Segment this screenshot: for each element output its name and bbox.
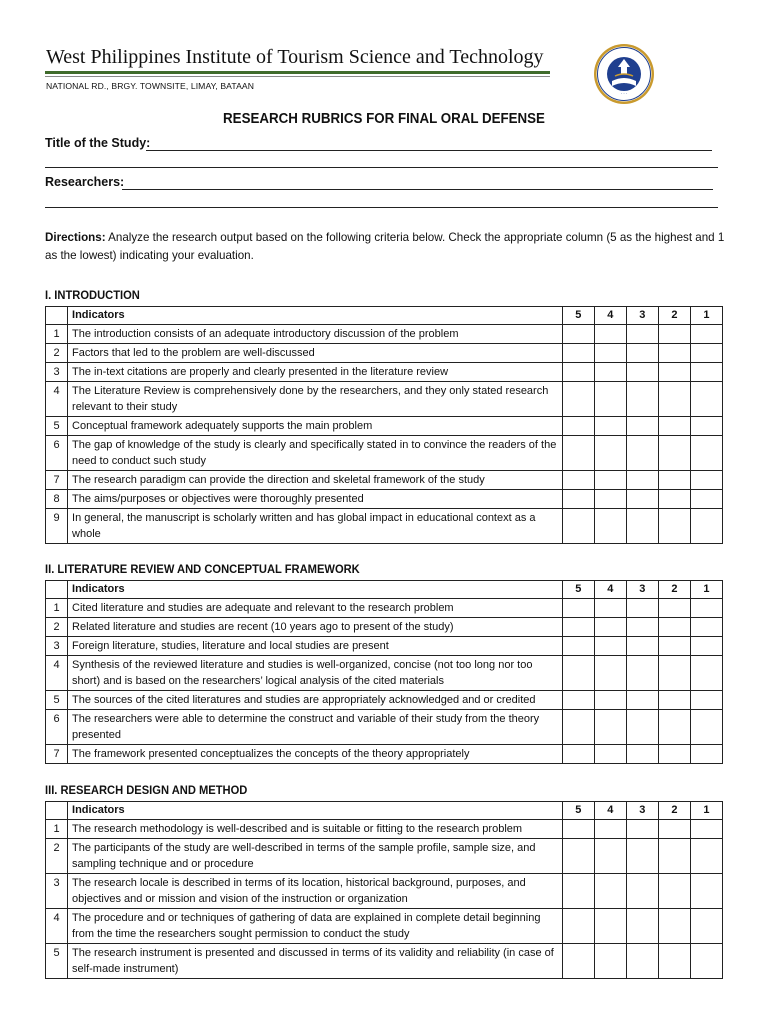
- researchers-field[interactable]: [122, 189, 713, 190]
- header-score-2: 2: [658, 581, 690, 599]
- score-checkbox-2[interactable]: [658, 820, 690, 839]
- score-checkbox-3[interactable]: [626, 471, 658, 490]
- score-checkbox-1[interactable]: [690, 637, 722, 656]
- header-score-1: 1: [690, 581, 722, 599]
- score-checkbox-3[interactable]: [626, 745, 658, 764]
- score-checkbox-5[interactable]: [562, 509, 594, 544]
- score-checkbox-2[interactable]: [658, 471, 690, 490]
- researchers-label: Researchers:: [45, 175, 125, 189]
- score-checkbox-5[interactable]: [562, 599, 594, 618]
- score-checkbox-3[interactable]: [626, 944, 658, 979]
- score-checkbox-3[interactable]: [626, 909, 658, 944]
- table-header-row: [46, 581, 723, 599]
- header-score-1: 1: [690, 802, 722, 820]
- score-checkbox-2[interactable]: [658, 909, 690, 944]
- row-number: 5: [46, 417, 68, 436]
- score-checkbox-3[interactable]: [626, 509, 658, 544]
- score-checkbox-5[interactable]: [562, 436, 594, 471]
- rubric-table-literature-review: [45, 580, 723, 764]
- rubric-table-research-design: [45, 801, 723, 979]
- header-score-3: 3: [626, 307, 658, 325]
- row-number: 3: [46, 637, 68, 656]
- indicator-text: The researchers were able to determine the construct and variable of their study from the theory presented: [68, 710, 563, 745]
- indicator-text: The research paradigm can provide the direction and skeletal framework of the study: [68, 471, 563, 490]
- indicator-text: The research locale is described in terms of its location, historical background, purposes, and objectives and or mission and vision of the instruction or organization: [68, 874, 563, 909]
- row-number: 3: [46, 874, 68, 909]
- score-checkbox-4[interactable]: [594, 325, 626, 344]
- score-checkbox-1[interactable]: [690, 909, 722, 944]
- score-checkbox-4[interactable]: [594, 471, 626, 490]
- score-checkbox-1[interactable]: [690, 944, 722, 979]
- score-checkbox-4[interactable]: [594, 839, 626, 874]
- score-checkbox-4[interactable]: [594, 417, 626, 436]
- row-number: 7: [46, 745, 68, 764]
- indicator-text: The Literature Review is comprehensively done by the researchers, and they only stated research relevant to their study: [68, 382, 563, 417]
- score-checkbox-4[interactable]: [594, 637, 626, 656]
- table-header-row: [46, 802, 723, 820]
- score-checkbox-3[interactable]: [626, 839, 658, 874]
- row-number: 6: [46, 436, 68, 471]
- score-checkbox-5[interactable]: [562, 656, 594, 691]
- row-number: 7: [46, 471, 68, 490]
- header-rule-grey: [45, 76, 550, 77]
- header-score-5: 5: [562, 581, 594, 599]
- row-number: 5: [46, 944, 68, 979]
- score-checkbox-3[interactable]: [626, 656, 658, 691]
- score-checkbox-3[interactable]: [626, 363, 658, 382]
- score-checkbox-4[interactable]: [594, 691, 626, 710]
- score-checkbox-2[interactable]: [658, 710, 690, 745]
- score-checkbox-2[interactable]: [658, 382, 690, 417]
- score-checkbox-5[interactable]: [562, 344, 594, 363]
- row-number: 1: [46, 325, 68, 344]
- header-score-5: 5: [562, 307, 594, 325]
- score-checkbox-4[interactable]: [594, 944, 626, 979]
- title-of-study-field[interactable]: [146, 150, 712, 151]
- score-checkbox-3[interactable]: [626, 710, 658, 745]
- title-of-study-field-line2[interactable]: [45, 167, 718, 168]
- score-checkbox-3[interactable]: [626, 618, 658, 637]
- score-checkbox-1[interactable]: [690, 874, 722, 909]
- indicator-text: Conceptual framework adequately supports the main problem: [68, 417, 563, 436]
- score-checkbox-4[interactable]: [594, 490, 626, 509]
- indicator-text: The participants of the study are well-described in terms of the sample profile, sample size, and sampling technique and or procedure: [68, 839, 563, 874]
- score-checkbox-2[interactable]: [658, 509, 690, 544]
- score-checkbox-3[interactable]: [626, 436, 658, 471]
- score-checkbox-4[interactable]: [594, 874, 626, 909]
- score-checkbox-1[interactable]: [690, 656, 722, 691]
- indicator-text: The procedure and or techniques of gathering of data are explained in complete detail beginning from the time the researchers sought permission to conduct the study: [68, 909, 563, 944]
- score-checkbox-1[interactable]: [690, 745, 722, 764]
- header-score-5: 5: [562, 802, 594, 820]
- header-indicators: Indicators: [68, 802, 563, 820]
- score-checkbox-2[interactable]: [658, 691, 690, 710]
- row-number: 2: [46, 839, 68, 874]
- score-checkbox-4[interactable]: [594, 509, 626, 544]
- row-number: 1: [46, 820, 68, 839]
- header-score-3: 3: [626, 581, 658, 599]
- indicator-text: The framework presented conceptualizes the concepts of the theory appropriately: [68, 745, 563, 764]
- row-number: 5: [46, 691, 68, 710]
- row-number: 4: [46, 382, 68, 417]
- table-row: [46, 820, 723, 839]
- score-checkbox-4[interactable]: [594, 909, 626, 944]
- table-row: [46, 509, 723, 544]
- indicator-text: Factors that led to the problem are well-discussed: [68, 344, 563, 363]
- score-checkbox-5[interactable]: [562, 944, 594, 979]
- score-checkbox-5[interactable]: [562, 909, 594, 944]
- table-row: [46, 874, 723, 909]
- score-checkbox-2[interactable]: [658, 637, 690, 656]
- table-row: [46, 490, 723, 509]
- header-score-2: 2: [658, 802, 690, 820]
- document-title: RESEARCH RUBRICS FOR FINAL ORAL DEFENSE: [223, 111, 545, 127]
- score-checkbox-3[interactable]: [626, 344, 658, 363]
- header-score-2: 2: [658, 307, 690, 325]
- score-checkbox-5[interactable]: [562, 637, 594, 656]
- score-checkbox-3[interactable]: [626, 490, 658, 509]
- score-checkbox-4[interactable]: [594, 710, 626, 745]
- score-checkbox-1[interactable]: [690, 618, 722, 637]
- table-row: [46, 691, 723, 710]
- score-checkbox-1[interactable]: [690, 363, 722, 382]
- score-checkbox-2[interactable]: [658, 874, 690, 909]
- table-row: [46, 656, 723, 691]
- header-score-4: 4: [594, 802, 626, 820]
- row-number: 2: [46, 618, 68, 637]
- researchers-field-line2[interactable]: [45, 207, 718, 208]
- directions-label: Directions:: [45, 231, 106, 244]
- indicator-text: The sources of the cited literatures and studies are appropriately acknowledged and or credited: [68, 691, 563, 710]
- header-score-4: 4: [594, 581, 626, 599]
- rubric-table-introduction: [45, 306, 723, 544]
- header-number-cell: [46, 802, 68, 820]
- table-row: [46, 436, 723, 471]
- section-heading: II. LITERATURE REVIEW AND CONCEPTUAL FRAMEWORK: [45, 562, 360, 576]
- score-checkbox-2[interactable]: [658, 325, 690, 344]
- indicator-text: Synthesis of the reviewed literature and studies is well-organized, concise (not too long nor too short) and is based on the researchers’ logical analysis of the cited materials: [68, 656, 563, 691]
- score-checkbox-3[interactable]: [626, 382, 658, 417]
- score-checkbox-4[interactable]: [594, 656, 626, 691]
- score-checkbox-2[interactable]: [658, 417, 690, 436]
- header-number-cell: [46, 581, 68, 599]
- title-of-study-label: Title of the Study:: [45, 136, 151, 150]
- row-number: 4: [46, 656, 68, 691]
- indicator-text: The introduction consists of an adequate introductory discussion of the problem: [68, 325, 563, 344]
- indicator-text: In general, the manuscript is scholarly written and has global impact in educational context as a whole: [68, 509, 563, 544]
- row-number: 9: [46, 509, 68, 544]
- table-row: [46, 382, 723, 417]
- score-checkbox-1[interactable]: [690, 599, 722, 618]
- score-checkbox-1[interactable]: [690, 417, 722, 436]
- section-heading: I. INTRODUCTION: [45, 288, 140, 302]
- score-checkbox-1[interactable]: [690, 471, 722, 490]
- score-checkbox-1[interactable]: [690, 820, 722, 839]
- score-checkbox-5[interactable]: [562, 490, 594, 509]
- score-checkbox-2[interactable]: [658, 618, 690, 637]
- indicator-text: Foreign literature, studies, literature and local studies are present: [68, 637, 563, 656]
- score-checkbox-1[interactable]: [690, 710, 722, 745]
- score-checkbox-2[interactable]: [658, 839, 690, 874]
- table-row: [46, 944, 723, 979]
- indicator-text: The aims/purposes or objectives were thoroughly presented: [68, 490, 563, 509]
- score-checkbox-4[interactable]: [594, 436, 626, 471]
- table-row: [46, 710, 723, 745]
- score-checkbox-2[interactable]: [658, 599, 690, 618]
- score-checkbox-4[interactable]: [594, 363, 626, 382]
- score-checkbox-1[interactable]: [690, 509, 722, 544]
- directions: [45, 229, 725, 265]
- institution-seal-icon: [593, 43, 655, 105]
- score-checkbox-1[interactable]: [690, 382, 722, 417]
- header-number-cell: [46, 307, 68, 325]
- score-checkbox-1[interactable]: [690, 691, 722, 710]
- score-checkbox-4[interactable]: [594, 618, 626, 637]
- score-checkbox-1[interactable]: [690, 436, 722, 471]
- table-row: [46, 363, 723, 382]
- score-checkbox-5[interactable]: [562, 363, 594, 382]
- score-checkbox-5[interactable]: [562, 874, 594, 909]
- score-checkbox-4[interactable]: [594, 599, 626, 618]
- indicator-text: Cited literature and studies are adequate and relevant to the research problem: [68, 599, 563, 618]
- header-score-3: 3: [626, 802, 658, 820]
- score-checkbox-1[interactable]: [690, 344, 722, 363]
- table-row: [46, 325, 723, 344]
- row-number: 2: [46, 344, 68, 363]
- directions-text: Analyze the research output based on the following criteria below. Check the appropriate column (5 as the highest and 1 as the lowest) indicating your evaluation.: [45, 231, 725, 262]
- row-number: 8: [46, 490, 68, 509]
- indicator-text: The in-text citations are properly and clearly presented in the literature review: [68, 363, 563, 382]
- indicator-text: Related literature and studies are recent (10 years ago to present of the study): [68, 618, 563, 637]
- score-checkbox-3[interactable]: [626, 820, 658, 839]
- score-checkbox-5[interactable]: [562, 382, 594, 417]
- indicator-text: The research methodology is well-described and is suitable or fitting to the research problem: [68, 820, 563, 839]
- score-checkbox-3[interactable]: [626, 637, 658, 656]
- indicator-text: The research instrument is presented and discussed in terms of its validity and reliability (in case of self-made instrument): [68, 944, 563, 979]
- row-number: 3: [46, 363, 68, 382]
- score-checkbox-5[interactable]: [562, 745, 594, 764]
- score-checkbox-5[interactable]: [562, 325, 594, 344]
- table-header-row: [46, 307, 723, 325]
- score-checkbox-3[interactable]: [626, 417, 658, 436]
- table-row: [46, 839, 723, 874]
- score-checkbox-3[interactable]: [626, 874, 658, 909]
- table-row: [46, 471, 723, 490]
- header-score-1: 1: [690, 307, 722, 325]
- table-row: [46, 344, 723, 363]
- score-checkbox-5[interactable]: [562, 710, 594, 745]
- score-checkbox-3[interactable]: [626, 325, 658, 344]
- svg-text:· · ·: · · ·: [620, 91, 628, 96]
- score-checkbox-5[interactable]: [562, 471, 594, 490]
- score-checkbox-2[interactable]: [658, 944, 690, 979]
- score-checkbox-3[interactable]: [626, 599, 658, 618]
- score-checkbox-4[interactable]: [594, 745, 626, 764]
- header-score-4: 4: [594, 307, 626, 325]
- row-number: 6: [46, 710, 68, 745]
- score-checkbox-4[interactable]: [594, 382, 626, 417]
- score-checkbox-5[interactable]: [562, 618, 594, 637]
- score-checkbox-5[interactable]: [562, 691, 594, 710]
- table-row: [46, 618, 723, 637]
- score-checkbox-2[interactable]: [658, 363, 690, 382]
- score-checkbox-2[interactable]: [658, 436, 690, 471]
- indicator-text: The gap of knowledge of the study is clearly and specifically stated in to convince the readers of the need to conduct such study: [68, 436, 563, 471]
- score-checkbox-1[interactable]: [690, 325, 722, 344]
- score-checkbox-2[interactable]: [658, 344, 690, 363]
- score-checkbox-5[interactable]: [562, 839, 594, 874]
- score-checkbox-4[interactable]: [594, 820, 626, 839]
- score-checkbox-1[interactable]: [690, 839, 722, 874]
- row-number: 4: [46, 909, 68, 944]
- score-checkbox-5[interactable]: [562, 820, 594, 839]
- institution-address: NATIONAL RD., BRGY. TOWNSITE, LIMAY, BATAAN: [46, 81, 255, 91]
- header-indicators: Indicators: [68, 307, 563, 325]
- table-row: [46, 599, 723, 618]
- section-heading: III. RESEARCH DESIGN AND METHOD: [45, 783, 248, 797]
- table-row: [46, 745, 723, 764]
- score-checkbox-4[interactable]: [594, 344, 626, 363]
- header-rule-green: [45, 71, 550, 74]
- score-checkbox-5[interactable]: [562, 417, 594, 436]
- table-row: [46, 417, 723, 436]
- score-checkbox-2[interactable]: [658, 745, 690, 764]
- table-row: [46, 637, 723, 656]
- header-indicators: Indicators: [68, 581, 563, 599]
- score-checkbox-3[interactable]: [626, 691, 658, 710]
- score-checkbox-2[interactable]: [658, 490, 690, 509]
- institution-name: West Philippines Institute of Tourism Science and Technology: [46, 46, 544, 68]
- table-row: [46, 909, 723, 944]
- row-number: 1: [46, 599, 68, 618]
- score-checkbox-1[interactable]: [690, 490, 722, 509]
- score-checkbox-2[interactable]: [658, 656, 690, 691]
